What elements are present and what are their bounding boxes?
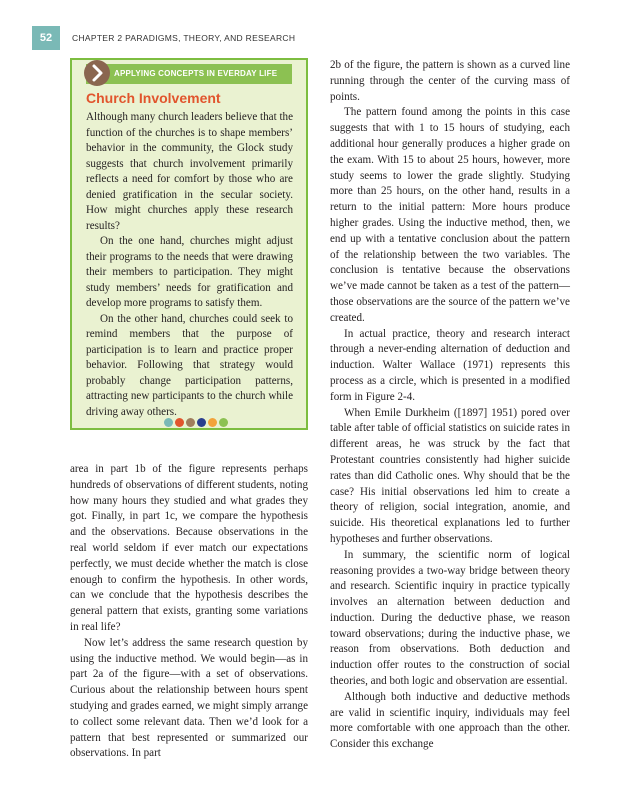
box-title: Church Involvement <box>86 90 221 106</box>
dot-icon <box>197 418 206 427</box>
dot-icon <box>175 418 184 427</box>
box-banner <box>86 64 292 84</box>
applying-concepts-box <box>70 58 308 430</box>
body-paragraph: Now let’s address the same research question by using the inductive method. We would begin—as in part 2a of the figure—with a set of observations. Curious about the relationship between hours spent studying and grades earned, we might simply arrange to collect some relevant data. Then we’d look for a pattern that best represented or summarized our observations. In part <box>70 636 308 760</box>
dot-icon <box>219 418 228 427</box>
box-body <box>86 110 293 420</box>
body-paragraph: area in part 1b of the figure represents perhaps hundreds of observations of different students, noting how many hours they studied and what grades they got. Finally, in part 1c, we compare the hypothesis and the observations. Because observations in the real world seldom if ever match our expectations perfectly, we must decide whether the match is close enough to confirm the hypothesis. In other words, can we conclude that the hypothesis describes the general pattern that exists, granting some variations in real life? <box>70 463 308 633</box>
body-paragraph: In actual practice, theory and research interact through a never-ending alternation of deduction and induction. Walter Wallace (1971) represents this process as a circle, which is presented in a modified form in Figure 2-4. <box>330 327 570 403</box>
body-paragraph: When Emile Durkheim ([1897] 1951) pored over table after table of official statistics on suicide rates in different areas, he was struck by the fact that Protestant countries consistently had higher suicide rates than did Catholic ones. Why should that be the case? His initial observations led him to create a theory of religion, social integration, anomie, and suicide. His theoretical explanations led to further hypotheses and further observations. <box>330 406 570 545</box>
dot-icon <box>208 418 217 427</box>
box-paragraph: On the other hand, churches could seek to remind members that the purpose of participation is to learn and practice proper behavior. Following that strategy would probably change participation patterns, attracting new participants to the church while driving away others. <box>86 312 293 418</box>
dot-icon <box>186 418 195 427</box>
right-column <box>330 58 570 753</box>
body-paragraph: Although both inductive and deductive methods are valid in scientific inquiry, individuals may feel more comfortable with one approach than the other. Consider this exchange <box>330 690 570 751</box>
body-paragraph: 2b of the figure, the pattern is shown as a curved line running through the center of the curving mass of points. <box>330 59 570 103</box>
page-number: 52 <box>32 26 60 50</box>
body-paragraph: In summary, the scientific norm of logical reasoning provides a two-way bridge between theory and research. Scientific inquiry in practice typically involves an alternation between deduction and induction. During the deductive phase, we reason toward observations; during the inductive phase, we reason from observations. Both deduction and induction offer routes to the construction of social theories, and both logic and observation are essential. <box>330 548 570 688</box>
left-column <box>70 462 308 762</box>
chapter-title: CHAPTER 2 PARADIGMS, THEORY, AND RESEARCH <box>72 33 296 43</box>
body-paragraph: The pattern found among the points in this case suggests that with 1 to 15 hours of studying, each additional hour generally produces a higher grade on the exam. With 15 to about 25 hours, however, more study seems to lower the grade slightly. Studying more than 25 hours, on the other hand, results in a return to the initial pattern: More hours produce higher grades. Using the inductive method, then, we end up with a tentative conclusion about the pattern of the relationship between the two variables. The conclusion is tentative because the observations we’ve made cannot be taken as a test of the pattern—those observations are the source of the pattern we’ve created. <box>330 106 570 324</box>
box-banner-label: APPLYING CONCEPTS IN EVERDAY LIFE <box>114 69 278 78</box>
chevron-right-icon <box>84 60 110 86</box>
box-paragraph: On the one hand, churches might adjust their programs to the needs that were drawing their members to participation. They might study members’ needs for gratification and develop more programs to satisfy them. <box>86 235 293 309</box>
box-paragraph: Although many church leaders believe that the function of the churches is to shape members’ behavior in the community, the Glock study suggests that church involvement primarily reflects a need for comfort by those who are denied gratification in the secular society. How might churches apply these research results? <box>86 111 294 232</box>
dot-icon <box>164 418 173 427</box>
